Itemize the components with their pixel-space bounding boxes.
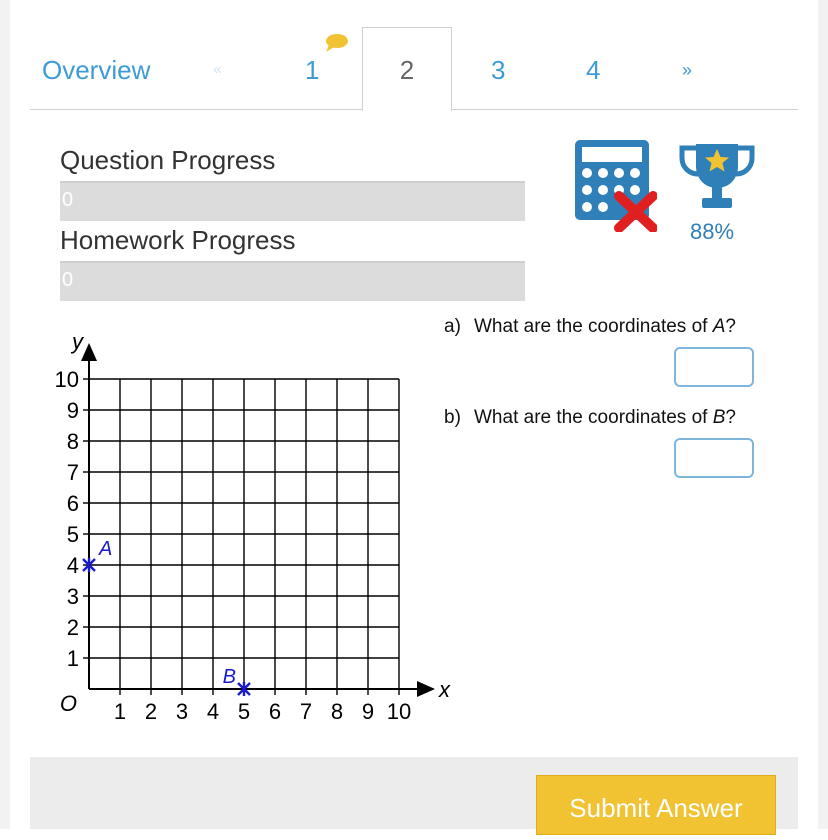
y-axis-label: y: [72, 329, 83, 354]
x-tick-label: 2: [144, 699, 158, 720]
point-label-b: B: [222, 666, 236, 688]
y-tick-label: 5: [66, 522, 79, 547]
point-label-a: A: [99, 538, 113, 560]
tab-question-3[interactable]: 3: [491, 55, 506, 85]
tab-next[interactable]: »: [682, 60, 693, 80]
comment-icon: [324, 33, 348, 53]
x-tick-label: 8: [330, 699, 344, 720]
page-left-gutter: [0, 0, 10, 829]
question-a-end: ?: [725, 316, 736, 337]
tab-overview[interactable]: Overview: [42, 55, 151, 85]
question-progress-bar: [60, 181, 525, 221]
question-a-point: A: [712, 316, 726, 337]
question-b: [444, 407, 736, 429]
trophy-icon: [678, 140, 756, 212]
answer-a-input[interactable]: [674, 347, 754, 387]
x-tick-label: 10: [386, 699, 412, 720]
calculator-not-allowed-icon: [575, 140, 657, 232]
y-tick-label: 9: [66, 398, 79, 423]
score-percentage: 88%: [690, 219, 735, 244]
question-progress-value: 0: [62, 189, 74, 211]
question-a: [444, 316, 736, 338]
y-tick-label: 10: [54, 367, 79, 392]
page-right-gutter: [818, 0, 828, 829]
x-tick-label: 4: [206, 699, 220, 720]
x-tick-label: 1: [113, 699, 127, 720]
x-tick-label: 9: [361, 699, 375, 720]
answer-b-input[interactable]: [674, 438, 754, 478]
x-axis-label: x: [439, 677, 450, 702]
x-axis-arrow: [417, 681, 435, 697]
x-tick-label: 6: [268, 699, 282, 720]
y-tick-label: 8: [66, 429, 79, 454]
question-tab-bar: [30, 0, 798, 110]
submit-answer-button[interactable]: Submit Answer: [536, 775, 776, 835]
y-tick-label: 7: [66, 460, 79, 485]
y-tick-label: 2: [66, 615, 79, 640]
question-b-text: What are the coordinates of: [474, 407, 713, 428]
question-b-point: B: [712, 407, 726, 428]
y-axis-arrow: [81, 343, 97, 361]
homework-progress-value: 0: [62, 269, 74, 291]
answer-footer: [30, 757, 798, 829]
y-tick-label: 1: [66, 646, 79, 671]
x-tick-label: 3: [175, 699, 189, 720]
y-tick-label: 4: [66, 553, 79, 578]
question-a-label: a): [444, 316, 461, 337]
question-a-text: What are the coordinates of: [474, 316, 713, 337]
coordinate-grid-chart: [40, 325, 470, 720]
origin-label: O: [59, 691, 77, 716]
question-b-end: ?: [725, 407, 736, 428]
tab-question-4[interactable]: 4: [586, 55, 601, 85]
tab-question-2[interactable]: 2: [362, 27, 452, 111]
tab-question-1[interactable]: 1: [305, 55, 320, 85]
question-b-label: b): [444, 407, 461, 428]
homework-progress-label: Homework Progress: [60, 225, 296, 255]
tab-previous[interactable]: «: [213, 61, 222, 78]
question-progress-label: Question Progress: [60, 145, 276, 175]
x-tick-label: 7: [299, 699, 313, 720]
x-tick-label: 5: [237, 699, 251, 720]
homework-progress-bar: [60, 261, 525, 301]
y-tick-label: 3: [66, 584, 79, 609]
y-tick-label: 6: [66, 491, 79, 516]
